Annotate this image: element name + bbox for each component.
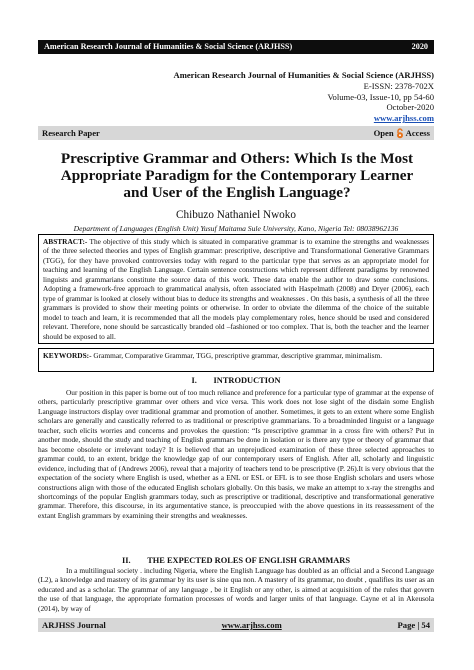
meta-volume: Volume-03, Issue-10, pp 54-60 — [327, 91, 434, 102]
keywords-text: Grammar, Comparative Grammar, TGG, prescriptive grammar, descriptive grammar, minimalism. — [91, 351, 383, 360]
paper-type-label: Research Paper — [42, 128, 100, 138]
keywords-label: KEYWORDS:- — [43, 351, 92, 360]
keywords-box — [38, 348, 434, 372]
footer-page-label: Page | — [397, 620, 422, 630]
footer-url-link[interactable]: www.arjhss.com — [221, 620, 282, 630]
open-access-lock-icon — [395, 128, 405, 139]
abstract-text: The objective of this study which is situated in comparative grammar is to examine the strengths and weaknesses of the three selected theories and types of English grammar: prescriptive, descriptive and Transformational Generative Grammars (TGG), for they have provoked controversies today with regard to the particular type that serves as an appropriate model for teaching and learning of the English Language. Certain sentence constructions which represent different paradigms by renowned linguists and grammarians constitute the source data of this work. These data enable the author to draw some conclusions. Adopting a framework-free approach to grammatical analysis, often associated with Haspelmath (2008) and Dryer (2006), each type of grammar is looked at closely without bias to deduce its strengths and weaknesses . On this basis, a synthesis of all the three grammars is provided to show their meeting points or otherwise. In order to obviate the dilemma of the choice of the suitable model to teach and learn, it is recommended that all the models play complementary roles, hence should be used and considered relevant. Therefore, none should be sarcastically branded old –fashioned or too complex. That is, both the teacher and the learner should be exposed to all. — [43, 237, 429, 341]
meta-url-link[interactable]: www.arjhss.com — [373, 113, 434, 124]
journal-meta-block — [174, 70, 435, 124]
section-heading-introduction: I. INTRODUCTION — [191, 376, 281, 385]
meta-issn: E-ISSN: 2378-702X — [363, 80, 434, 91]
author-name: Chibuzo Nathaniel Nwoko — [176, 209, 296, 221]
abstract-label: ABSTRACT:- — [43, 237, 88, 246]
header-journal-name: American Research Journal of Humanities & Social Science (ARJHSS) — [44, 42, 293, 51]
meta-date: October-2020 — [386, 102, 434, 113]
access-label: Access — [405, 128, 430, 138]
journal-header-bar — [38, 40, 434, 54]
footer-page-number: 54 — [421, 620, 430, 630]
header-year: 2020 — [411, 42, 428, 51]
section-heading-roles: II. THE EXPECTED ROLES OF ENGLISH GRAMMARS — [121, 556, 351, 565]
open-label: Open — [373, 128, 394, 138]
introduction-paragraph: Our position in this paper is borne out of too much reliance and preference for a particular type of grammar at the expense of others, particularly prescriptive grammar over others and vice versa. This work does not lose sight of the disdain some English Language instructors display over traditional grammar and promotion of another. Sometimes, it gets to an extent where some English scholars are generally and caustically referred to as traditional or prescriptive grammarians. To a broadminded linguist or a language teacher, such elicits worries and concerns and provokes the question: “Is prescriptive grammar in a cross fire with others? Put in another mode, should the study and teaching of English grammars be done in isolation or is there any type or theory of grammar that has become obsolete or irrelevant today? It is believed that an unprejudiced examination of these three selected approaches to grammar could, to an extent, bridge the knowledge gap of our contemporary users of English. After all, scholarly and linguistic evidence, including that of (Andrews 2006), reveal that a majority of teachers tend to be prescriptive (P. 26).It is very obvious that the expectation of the society where English is used, whether as a ENL or ESL or EFL is to see those English scholars and users whose constructions align with those of the educated English scholars globally. On this basis, we make an attempt to x-ray the strengths and shortcomings of the popular English grammars today, such as prescriptive or traditional, descriptive and transformational generative grammar. Therefore, this discourse, in its argumentative stance, is preoccupied with the above questions in its reassessment of the extant English grammars by examining their strengths and weaknesses. — [38, 388, 434, 520]
footer-journal: ARJHSS Journal — [42, 620, 106, 630]
open-access-badge — [374, 128, 430, 139]
roles-paragraph: In a multilingual society . including Nigeria, where the English Language has doubled as an official and a Second Language (L2), a knowledge and mastery of its grammar by its user is sine qua non. A mastery of its grammar, no doubt , qualifies its user as an educated and as a scholar. The grammar of any language , be it English or any other, is aimed at acquisition of the rules that govern the use of that language, the appropriate formation processes of words and larger units of that language. Cayne et al in Akeusola (2014), by way of — [38, 566, 434, 613]
paper-type-bar — [38, 126, 434, 140]
abstract-box — [38, 234, 434, 344]
meta-journal-name: American Research Journal of Humanities & Social Science (ARJHSS) — [173, 70, 434, 80]
paper-title: Prescriptive Grammar and Others: Which Is the Most Appropriate Paradigm for the Contemporary Learner and User of the English Language? — [60, 150, 414, 201]
footer-page — [398, 620, 430, 630]
author-affiliation: Department of Languages (English Unit) Yusuf Maitama Sule University, Kano, Nigeria Tel: 08038962136 — [73, 224, 399, 233]
page-footer — [38, 618, 434, 632]
